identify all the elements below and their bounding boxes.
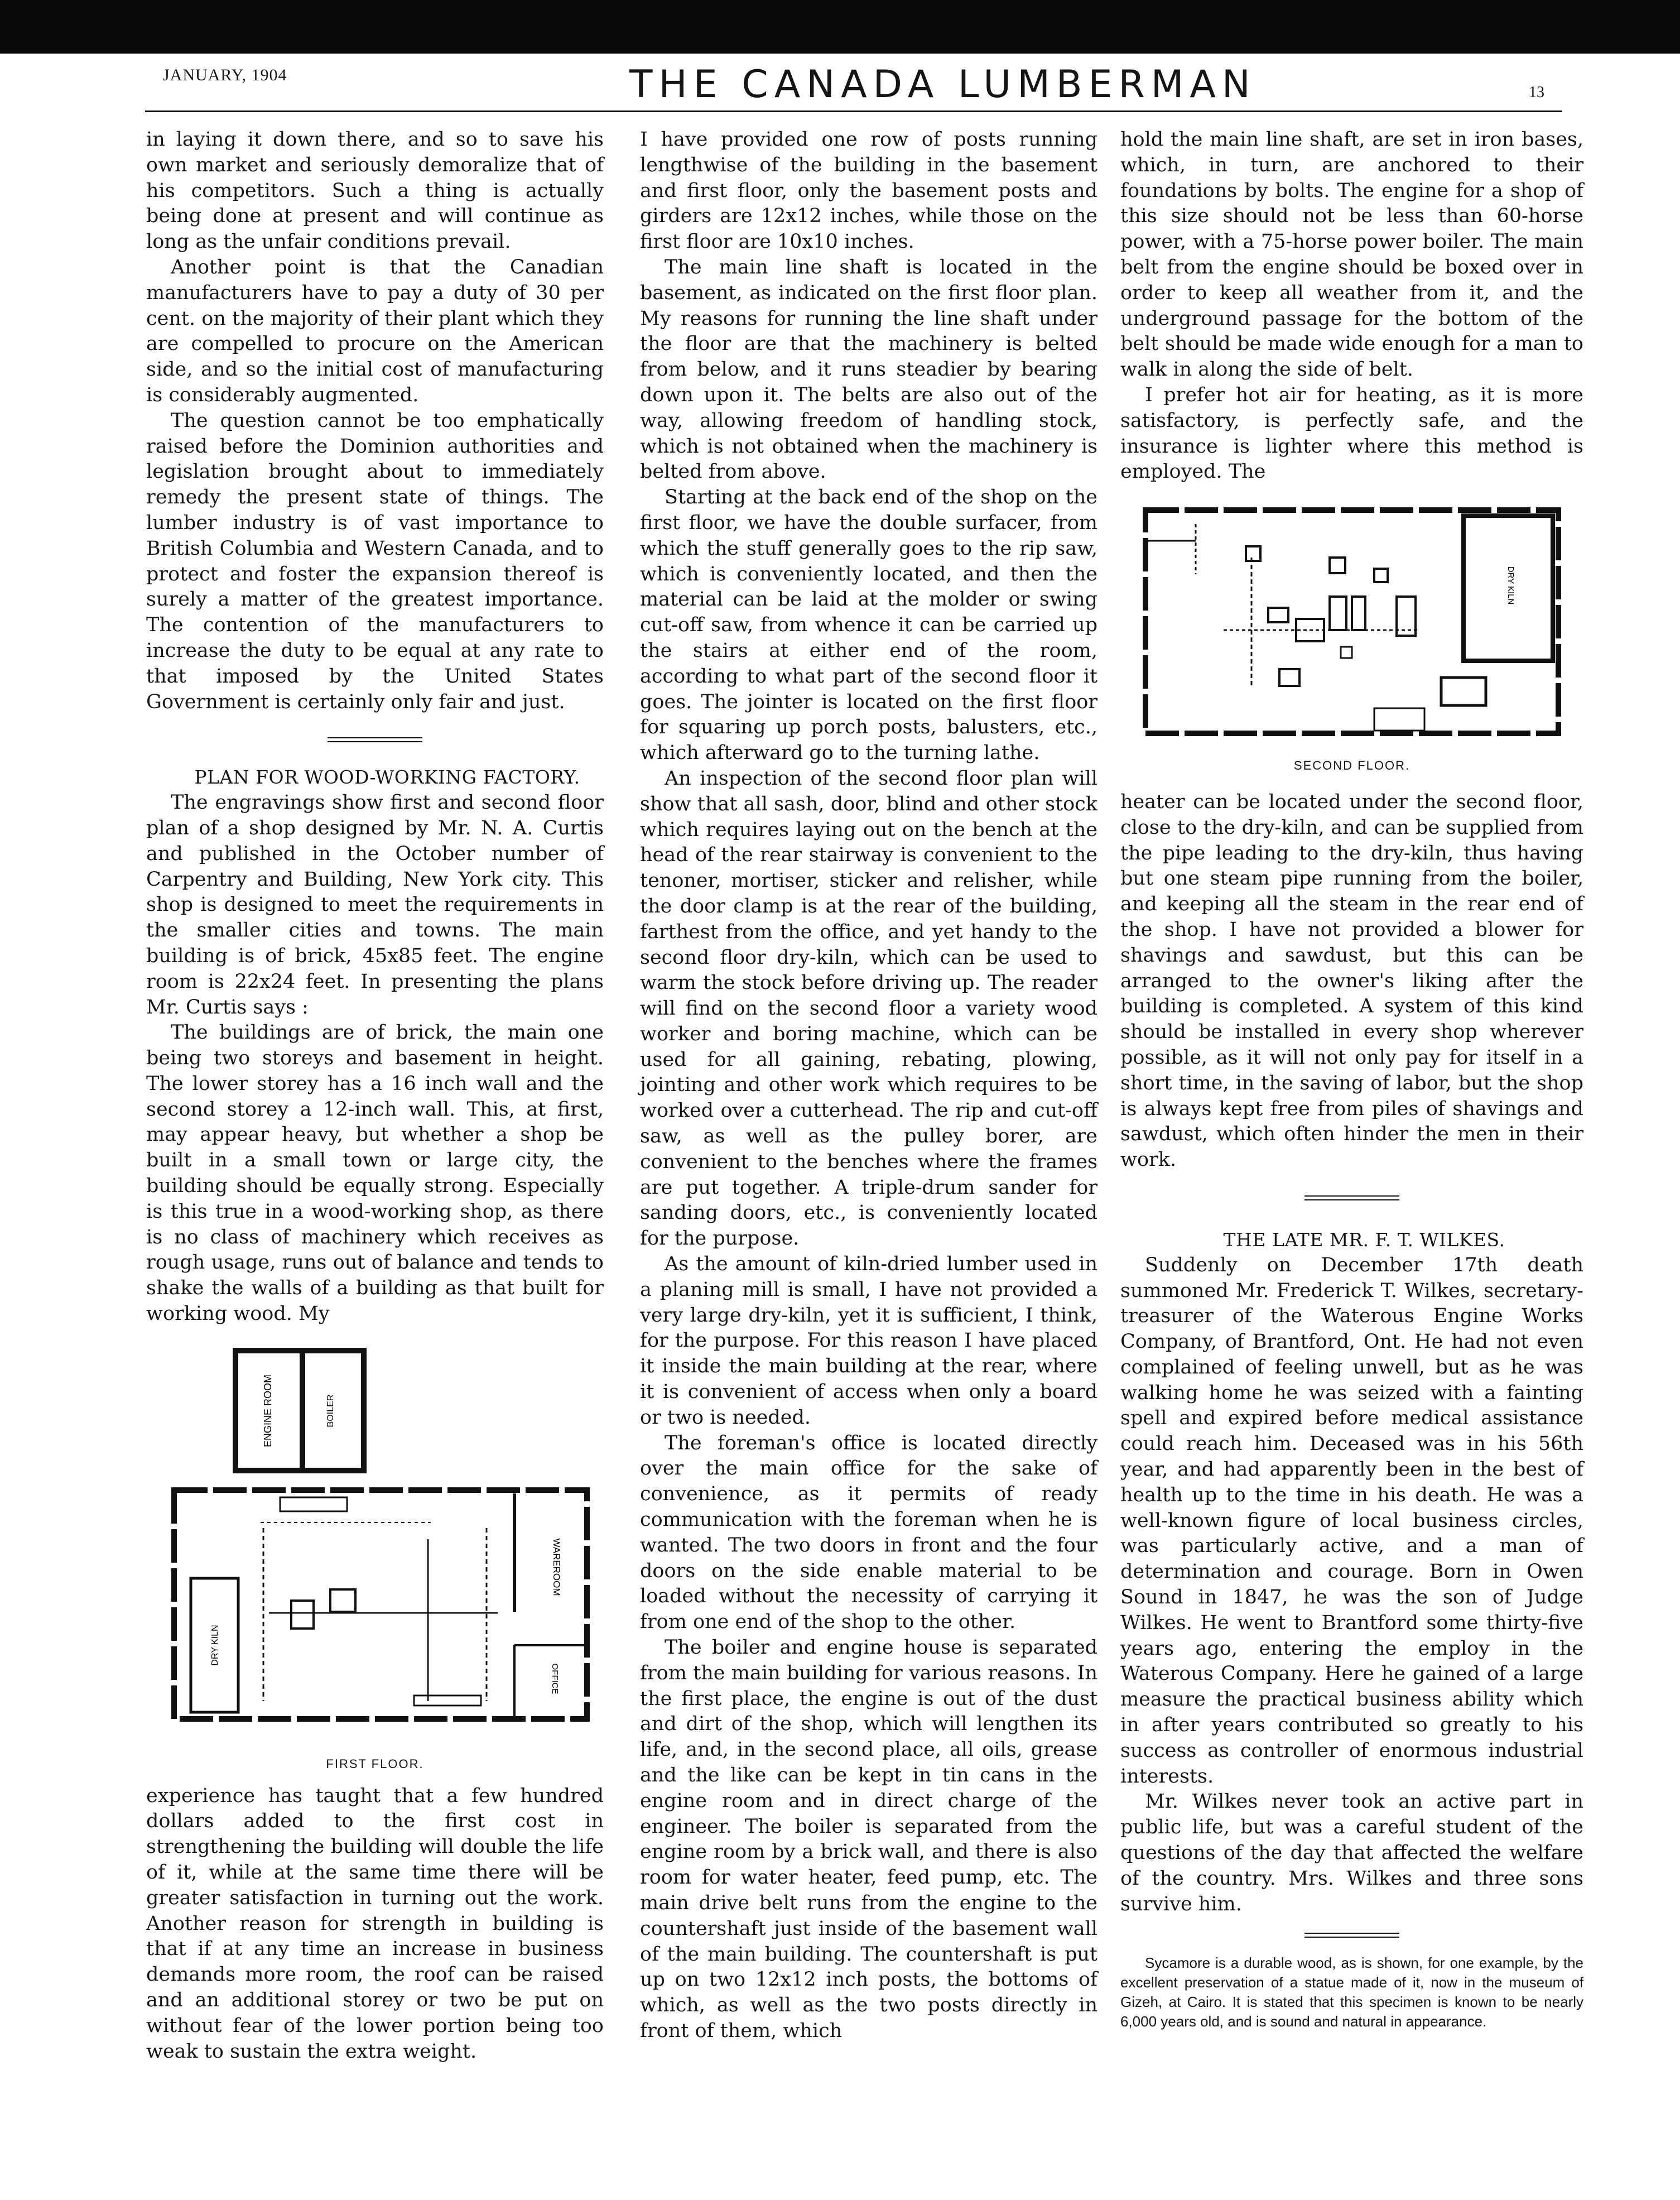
paragraph: The buildings are of brick, the main one being two storeys and basement in height. The lower storey has a 16 inch wall and the second storey a 12-inch wall. This, at first, may appear heavy, but whether a shop be built in a small town or large city, the building should be equally strong. Especially is this true in a wood-working shop, as there is no class of machinery which receives as rough usage, runs out of balance and tends to shake the walls of a building as that built for working wood. My (146, 1021, 604, 1325)
office-label: OFFICE (550, 1663, 560, 1694)
paragraph: The foreman's office is located directly over the main office for the sake of convenience, as it permits of ready communication with the foreman when he is wanted. The two doors in front and the four doors on the side enable material to be loaded without the necessity of carrying it from one end of the shop to the other. (640, 1432, 1097, 1634)
paragraph: Starting at the back end of the shop on the first floor, we have the double surfacer, from which the stuff generally goes to the rip saw, which is conveniently located, and then the material can be laid at the molder or swing cut-off saw, from whence it can be carried up the stairs at either end of the room, according to what part of the second floor it goes. The jointer is located on the first floor for squaring up porch posts, balusters, etc., which afterward go to the turning lathe. (640, 486, 1097, 765)
column-3 (1120, 127, 1583, 2031)
section-separator (328, 737, 422, 742)
paragraph: Mr. Wilkes never took an active part in public life, but was a careful student of the questions of the day that affected the welfare of the country. Mrs. Wilkes and three sons survive him. (1120, 1790, 1583, 1915)
section-separator (1304, 1195, 1399, 1200)
paragraph: Suddenly on December 17th death summoned Mr. Frederick T. Wilkes, secretary-treasurer of the Waterous Engine Works Company, of Brantford, Ont. He had not even complained of feeling unwell, but as he was walking home he was seized with a fainting spell and expired before medical assistance could reach him. Deceased was in his 56th year, and had apparently been in the best of health up to the time in his death. He was a well-known figure of local business circles, was particularly active, and a man of determination and courage. Born in Owen Sound in 1847, he was the son of Judge Wilkes. He went to Brantford some thirty-five years ago, entering the employ in the Waterous Company. Here he gained of a large measure the practical business ability which in after years contributed so greatly to his success as controller of enormous industrial interests. (1120, 1253, 1583, 1788)
scan-top-border (0, 0, 1680, 54)
first-floor-plan-figure (146, 1344, 604, 1777)
header-rule (145, 111, 1562, 112)
paragraph: The question cannot be too emphatically raised before the Dominion authorities and legislation brought about to immediately remedy the present state of things. The lumber industry is of vast importance to British Columbia and Western Canada, and to protect and foster the expansion thereof is surely a matter of the greatest importance. The contention of the manufacturers to increase the duty to be equal at any rate to that imposed by the United States Government is certainly only fair and just. (146, 409, 604, 713)
paragraph: The engravings show first and second floor plan of a shop designed by Mr. N. A. Curtis and published in the October number of Carpentry and Building, New York city. This shop is designed to meet the requirements in the smaller cities and towns. The main building is of brick, 45x85 feet. The engine room is 22x24 feet. In presenting the plans Mr. Curtis says : (146, 791, 604, 1019)
second-floor-plan-drawing (1129, 502, 1575, 753)
paragraph: hold the main line shaft, are set in iron bases, which, in turn, are anchored to their foundations by bolts. The engine for a shop of this size should not be less than 60-horse power, with a 75-horse power boiler. The main belt from the engine should be boxed over in order to keep all weather from it, and the underground passage for the bottom of the belt should be made wide enough for a man to walk in along the side of belt. (1120, 128, 1583, 381)
masthead-title: THE CANADA LUMBERMAN (629, 63, 1257, 107)
paragraph: in laying it down there, and so to save his own market and seriously demoralize that of his competitors. Such a thing is actually being done at present and will continue as long as the unfair conditions prevail. (146, 128, 604, 253)
issue-date: JANUARY, 1904 (163, 66, 287, 84)
first-floor-plan-drawing (152, 1344, 598, 1751)
paragraph: An inspection of the second floor plan will show that all sash, door, blind and other stock which requires laying out on the bench at the head of the rear stairway is convenient to the tenoner, mortiser, sticker and relisher, while the door clamp is at the rear of the building, farthest from the office, and yet handy to the second floor dry-kiln, which can be used to warm the stock before driving up. The reader will find on the second floor a variety wood worker and boring machine, which can be used for all gaining, rebating, plowing, jointing and other work which requires to be worked over a cutterhead. The rip and cut-off saw, as well as the pulley borer, are convenient to the benches where the frames are put together. A triple-drum sander for sanding doors, etc., is conveniently located for the purpose. (640, 767, 1097, 1250)
dry-kiln-label: DRY KILN (210, 1625, 220, 1666)
second-floor-caption: SECOND FLOOR. (1293, 758, 1411, 773)
paragraph: I prefer hot air for heating, as it is more satisfactory, is perfectly safe, and the insurance is lighter where this method is employed. The (1120, 383, 1583, 483)
paragraph: experience has taught that a few hundred dollars added to the first cost in strengthening the building will double the life of it, while at the same time there will be greater satisfaction in turning out the work. Another reason for strength in building is that if at any time an increase in business demands more room, the roof can be raised and an additional storey or two be put on without fear of the lower portion being too weak to sustain the extra weight. (146, 1784, 604, 2063)
article-headline: THE LATE MR. F. T. WILKES. (1223, 1228, 1505, 1251)
page-number: 13 (1529, 84, 1544, 101)
engine-room-label: ENGINE ROOM (262, 1374, 273, 1447)
column-2 (640, 127, 1097, 2044)
paragraph: Another point is that the Canadian manufacturers have to pay a duty of 30 per cent. on the majority of their plant which they are compelled to procure on the American side, and so the initial cost of manufacturing is considerably augmented. (146, 256, 604, 406)
paragraph: Sycamore is a durable wood, as is shown, for one example, by the excellent preservation of a statue made of it, now in the museum of Gizeh, at Cairo. It is stated that this specimen is known to be nearly 6,000 years old, and is sound and natural in appearance. (1120, 1954, 1583, 2030)
first-floor-caption: FIRST FLOOR. (326, 1756, 424, 1771)
article-headline: PLAN FOR WOOD-WORKING FACTORY. (194, 766, 580, 789)
section-separator (1304, 1933, 1399, 1938)
paragraph: I have provided one row of posts running lengthwise of the building in the basement and first floor, only the basement posts and girders are 12x12 inches, while those on the first floor are 10x10 inches. (640, 128, 1097, 253)
paragraph: The main line shaft is located in the basement, as indicated on the first floor plan. My reasons for running the line shaft under the floor are that the machinery is belted from below, and it runs steadier by bearing down upon it. The belts are also out of the way, allowing freedom of handling stock, which is not obtained when the machinery is belted from above. (640, 256, 1097, 483)
filler-note (1120, 1953, 1583, 2031)
dry-kiln-label: DRY KILN (1506, 566, 1515, 605)
column-1 (146, 127, 604, 2064)
second-floor-plan-figure (1120, 502, 1583, 779)
paragraph: As the amount of kiln-dried lumber used in a planing mill is small, I have not provided a very large dry-kiln, yet it is sufficient, I think, for the purpose. For this reason I have placed it inside the main building at the rear, where it is convenient of access when only a board or two is needed. (640, 1253, 1097, 1429)
paragraph: The boiler and engine house is separated from the main building for various reasons. In the first place, the engine is out of the dust and dirt of the shop, which will lengthen its life, and, in the second place, all oils, grease and the like can be kept in tin cans in the engine room and in direct charge of the engineer. The boiler is separated from the engine room by a brick wall, and there is also room for water heater, feed pump, etc. The main drive belt runs from the engine to the countershaft just inside of the basement wall of the main building. The countershaft is put up on two 12x12 inch posts, the bottoms of which, as well as the two posts directly in front of them, which (640, 1636, 1097, 2042)
boiler-label: BOILER (326, 1394, 335, 1428)
paragraph: heater can be located under the second floor, close to the dry-kiln, and can be supplied from the pipe leading to the dry-kiln, thus having but one steam pipe running from the boiler, and keeping all the steam in the rear end of the shop. I have not provided a blower for shavings and sawdust, but this can be arranged to the owner's liking after the building is completed. A system of this kind should be installed in every shop wherever possible, as it will not only pay for itself in a short time, in the saving of labor, but the shop is always kept free from piles of shavings and sawdust, which often hinder the men in their work. (1120, 790, 1583, 1171)
wareroom-label: WAREROOM (551, 1538, 562, 1596)
